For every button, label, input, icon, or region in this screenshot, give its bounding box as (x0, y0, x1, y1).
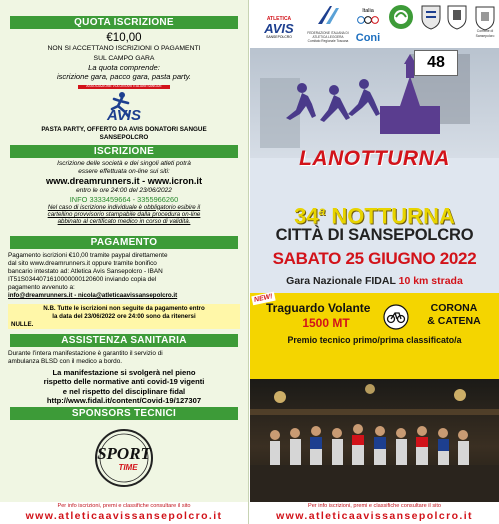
iscrizione-note-2: cartellino provvisorio stampabile dalla procedura on-line (47, 210, 201, 218)
iscrizione-header: ISCRIZIONE (10, 145, 238, 158)
edition-sup: a (318, 204, 326, 218)
avis-logo (78, 85, 170, 125)
quota-note-2: SUL CAMPO GARA (93, 54, 155, 62)
atletica-avis-logo (258, 4, 300, 44)
crest-icon (446, 4, 468, 30)
new-badge: NEW! (251, 292, 275, 306)
iscrizione-sites[interactable]: www.dreamrunners.it - www.icron.it (45, 176, 203, 186)
stemma-2-logo (446, 4, 468, 44)
left-footer-info: Per info iscrizioni, premi e classifiche consultare il sito (57, 503, 191, 509)
traguardo-title: Traguardo Volante (266, 301, 371, 315)
iscrizione-info: INFO 3333459664 - 3355966260 (69, 194, 179, 204)
sporttime-sub: TIME (118, 463, 138, 472)
atletica-sub: SANSEPOLCRO (266, 35, 292, 39)
edition-title (250, 199, 499, 228)
right-panel (250, 0, 499, 524)
quota-price: €10,00 (106, 32, 142, 44)
race-line (250, 275, 499, 288)
atletica-small: ATLETICA (266, 16, 292, 22)
iscrizione-line-1: Iscrizione delle società e dei singoli atleti potrà (57, 160, 191, 167)
runners-silhouette-icon (250, 48, 499, 158)
traguardo-distance: 1500 MT (302, 316, 350, 330)
coni-label: Coni (355, 32, 381, 44)
sponsors-section (0, 407, 248, 491)
traguardo-prize: Premio tecnico primo/prima classificato/a (287, 335, 462, 345)
pagamento-nb-1: N.B. Tutte le iscrizioni non seguite da pagamento entro (43, 305, 205, 312)
pagamento-header: PAGAMENTO (10, 236, 238, 249)
crowd-runners-icon (250, 379, 499, 502)
fidal-mark-icon (306, 4, 350, 26)
shield-icon (420, 4, 442, 30)
right-footer-url[interactable]: www.atleticaavissansepolcro.it (276, 510, 473, 522)
sponsors-header: SPONSORS TECNICI (10, 407, 238, 420)
covid-url[interactable]: http://www.fidal.it/content/Covid-19/127307 (46, 396, 202, 406)
avis-logo-text: AVIS (107, 106, 141, 124)
bicycle-icon (383, 304, 409, 330)
pagamento-emails[interactable]: info@dreamrunners.it - nicola@atleticaavissansepolcro.it (8, 292, 178, 299)
covid-line-2: rispetto delle normative anti covid-19 vigenti (43, 377, 205, 387)
stemma-1-logo (420, 4, 442, 44)
pagamento-nb-2: la data del 23/06/2022 ore 24:00 sono da ritenersi (52, 312, 196, 320)
city-title: CITTÀ DI SANSEPOLCRO (275, 226, 474, 244)
sporttime-logo (89, 425, 159, 491)
sponsor-corona: CORONA (430, 302, 478, 314)
covid-line-3: e nel rispetto del disciplinare fidal (62, 386, 186, 396)
coni-logo (354, 4, 382, 44)
right-footer (250, 502, 499, 524)
fidal-logo (306, 4, 350, 44)
edition-number: 34 (294, 203, 319, 229)
pasta-party-line-1: PASTA PARTY, OFFERTO DA AVIS DONATORI SANGUE (41, 125, 207, 133)
pagamento-line-3: bancario intestato ad: Atletica Avis Sansepolcro - IBAN (8, 268, 163, 275)
pagamento-line-1: Pagamento iscrizioni €10,00 tramite paypal direttamente (8, 252, 168, 259)
traguardo-box (250, 293, 499, 379)
lanotturna-logo: LANOTTURNA (299, 147, 450, 170)
left-footer-url[interactable]: www.atleticaavissansepolcro.it (25, 510, 223, 522)
race-distance: 10 km strada (398, 275, 463, 287)
quota-includes-title: La quota comprende: (88, 62, 160, 72)
comune-crest-icon (472, 4, 498, 32)
quota-includes: iscrizione gara, pacco gara, pasta party. (56, 72, 192, 81)
hero-background (250, 48, 499, 158)
comune-label: Comune di Sansepolcro (475, 29, 495, 38)
pagamento-section (0, 236, 248, 329)
covid-line-1: La manifestazione si svolgerà nel pieno (52, 368, 196, 377)
pagamento-nb-box (8, 304, 240, 329)
pagamento-nb-3: NULLE. (11, 320, 34, 328)
italia-label: Italia (362, 8, 374, 14)
pagamento-line-2: dal sito www.dreamrunners.it oppure tramite bonifico (8, 260, 157, 267)
pagamento-line-4: IT51S0344071610000000120600 inviando copia del (8, 276, 157, 283)
comune-logo (472, 4, 498, 44)
avis-logo-caption: ASSOCIAZIONE VOLONTARI ITALIANI SANGUE (86, 83, 162, 88)
green-round-logo (388, 4, 414, 44)
assistenza-section (0, 334, 248, 406)
right-footer-info: Per info iscrizioni, premi e classifiche consultare il sito (307, 503, 442, 509)
sponsor-catena: & CATENA (427, 315, 481, 327)
assistenza-header: ASSISTENZA SANITARIA (10, 334, 238, 347)
coni-rings-icon (354, 15, 382, 27)
left-panel (0, 0, 249, 524)
edition-word: NOTTURNA (331, 203, 455, 229)
quota-section (0, 16, 248, 142)
race-label: Gara Nazionale FIDAL (286, 275, 396, 287)
iscrizione-note-3: abbinato al certificato medico in corso di validità. (57, 218, 191, 226)
assistenza-line-2: ambulanza BLSD con il medico a bordo. (8, 358, 123, 365)
iscrizione-note-1: Nel caso di iscrizione individuale è obbligatorio esibire il (47, 203, 201, 211)
sporttime-main: SPORT (97, 444, 151, 463)
green-round-logo-icon (388, 4, 414, 30)
quota-header: QUOTA ISCRIZIONE (10, 16, 238, 29)
atletica-big: AVIS (264, 21, 294, 36)
quota-note-1: NON SI ACCETTANO ISCRIZIONI O PAGAMENTI (47, 45, 201, 52)
bib-number: 48 (414, 50, 458, 76)
event-date: SABATO 25 GIUGNO 2022 (272, 249, 477, 268)
iscrizione-line-2: essere effettuata on-line sui siti: (78, 168, 170, 175)
logo-strip (250, 0, 499, 48)
night-race-photo (250, 379, 499, 502)
pasta-party-line-2: SANSEPOLCRO (99, 133, 149, 141)
fidal-label: FEDERAZIONE ITALIANA DI ATLETICA LEGGERA Comitato Regionale Toscana (307, 31, 349, 43)
assistenza-line-1: Durante l'intera manifestazione è garantito il servizio di (8, 350, 163, 357)
iscrizione-deadline: entro le ore 24:00 del 23/06/2022 (76, 187, 172, 194)
pagamento-line-5: pagamento avvenuto a: (8, 284, 75, 291)
left-footer (0, 502, 248, 524)
iscrizione-section (0, 145, 248, 226)
